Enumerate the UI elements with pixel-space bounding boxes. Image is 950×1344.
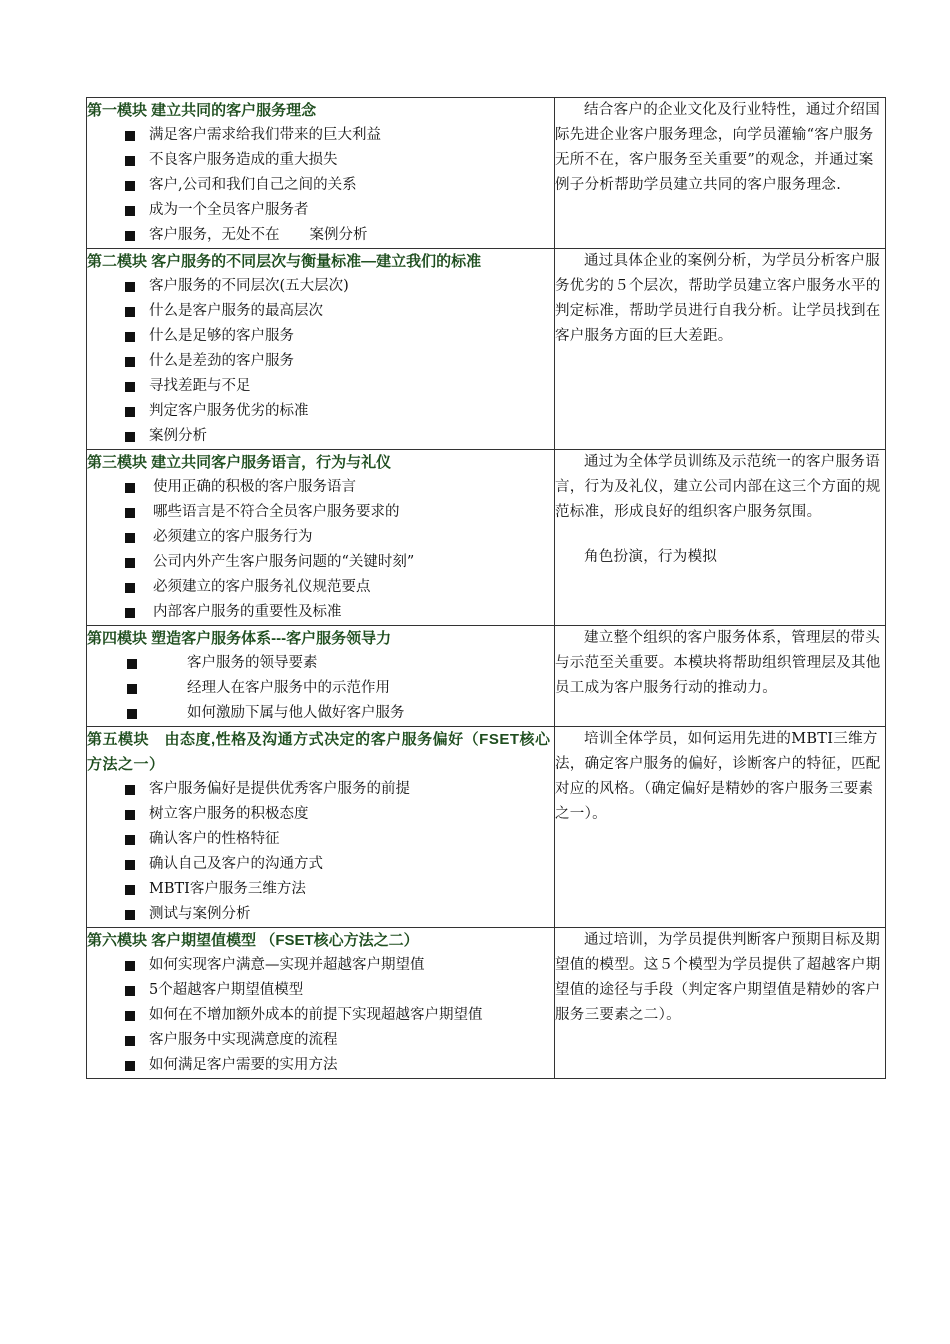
square-bullet-icon [125, 910, 135, 920]
square-bullet-icon [125, 1036, 135, 1046]
module-4-content-cell [87, 626, 555, 727]
square-bullet-icon [125, 231, 135, 241]
module-1-content-cell [87, 98, 555, 249]
list-item [87, 173, 554, 198]
square-bullet-icon [125, 533, 135, 543]
list-item [87, 525, 554, 550]
list-item [87, 575, 554, 600]
square-bullet-icon [125, 860, 135, 870]
square-bullet-icon [125, 835, 135, 845]
list-item [87, 374, 554, 399]
square-bullet-icon [125, 131, 135, 141]
item-text: 什么是差劲的客户服务 [149, 353, 294, 369]
square-bullet-icon [125, 508, 135, 518]
module-1-description: 结合客户的企业文化及行业特性，通过介绍国际先进企业客户服务理念，向学员灌输“客户服务无所不在，客户服务至关重要”的观念，并通过案例子分析帮助学员建立共同的客户服务理念. [555, 102, 880, 193]
item-text: 客户服务中实现满意度的流程 [149, 1032, 338, 1048]
list-item [87, 1053, 554, 1078]
module-row-4 [87, 626, 886, 727]
module-2-content-cell [87, 249, 555, 450]
module-1-item-list [87, 123, 554, 248]
list-item [87, 701, 554, 726]
module-2-title: 第二模块 客户服务的不同层次与衡量标准—建立我们的标准 [87, 253, 482, 270]
course-modules-table [86, 97, 886, 1079]
square-bullet-icon [125, 583, 135, 593]
item-text: 客户服务的不同层次(五大层次) [149, 278, 349, 294]
item-text: 5个超越客户期望值模型 [149, 982, 304, 998]
list-item [87, 324, 554, 349]
item-text: 测试与案例分析 [149, 906, 251, 922]
module-3-description-extra: 角色扮演，行为模拟 [584, 549, 718, 565]
square-bullet-icon [125, 1061, 135, 1071]
module-4-description: 建立整个组织的客户服务体系，管理层的带头与示范至关重要。本模块将帮助组织管理层及其他员工成为客户服务行动的推动力。 [555, 630, 881, 696]
module-2-item-list [87, 274, 554, 449]
item-text: 不良客户服务造成的重大损失 [149, 152, 338, 168]
module-5-title: 第五模块 由态度,性格及沟通方式决定的客户服务偏好（FSET核心方法之一） [87, 731, 551, 773]
module-6-item-list [87, 953, 554, 1078]
list-item [87, 123, 554, 148]
square-bullet-icon [125, 282, 135, 292]
item-text: 公司内外产生客户服务问题的“关键时刻” [153, 554, 415, 570]
module-5-content-cell [87, 727, 555, 928]
list-item [87, 399, 554, 424]
square-bullet-icon [125, 1011, 135, 1021]
list-item [87, 600, 554, 625]
square-bullet-icon [125, 156, 135, 166]
item-text: MBTI客户服务三维方法 [149, 881, 306, 897]
module-4-description-cell [555, 626, 886, 727]
list-item [87, 953, 554, 978]
module-5-description: 培训全体学员，如何运用先进的MBTI三维方法，确定客户服务的偏好，诊断客户的特征，匹配对应的风格。（确定偏好是精妙的客户服务三要素之一）。 [555, 731, 881, 822]
item-suffix-text: 案例分析 [309, 227, 368, 243]
square-bullet-icon [125, 483, 135, 493]
square-bullet-icon [127, 709, 137, 719]
item-text: 必须建立的客户服务礼仪规范要点 [153, 579, 371, 595]
list-item [87, 349, 554, 374]
square-bullet-icon [125, 785, 135, 795]
square-bullet-icon [125, 432, 135, 442]
list-item [87, 299, 554, 324]
list-item [87, 777, 554, 802]
list-item [87, 902, 554, 927]
square-bullet-icon [125, 407, 135, 417]
item-text: 如何激励下属与他人做好客户服务 [187, 705, 405, 721]
square-bullet-icon [125, 206, 135, 216]
square-bullet-icon [125, 181, 135, 191]
square-bullet-icon [125, 961, 135, 971]
item-text: 内部客户服务的重要性及标准 [153, 604, 342, 620]
module-1-title: 第一模块 建立共同的客户服务理念 [87, 102, 317, 119]
item-text: 必须建立的客户服务行为 [153, 529, 313, 545]
item-text: 如何在不增加额外成本的前提下实现超越客户期望值 [149, 1007, 483, 1023]
module-6-description-cell [555, 928, 886, 1079]
module-3-description: 通过为全体学员训练及示范统一的客户服务语言，行为及礼仪，建立公司内部在这三个方面的规范标准，形成良好的组织客户服务氛围。 [555, 454, 881, 520]
module-4-item-list [87, 651, 554, 726]
item-text: 判定客户服务优劣的标准 [149, 403, 309, 419]
item-text: 成为一个全员客户服务者 [149, 202, 309, 218]
item-text: 使用正确的积极的客户服务语言 [153, 479, 356, 495]
module-3-item-list [87, 475, 554, 625]
item-text: 满足客户需求给我们带来的巨大利益 [149, 127, 381, 143]
module-row-5 [87, 727, 886, 928]
list-item [87, 676, 554, 701]
item-text: 什么是足够的客户服务 [149, 328, 294, 344]
square-bullet-icon [125, 986, 135, 996]
item-text: 确认自己及客户的沟通方式 [149, 856, 323, 872]
list-item [87, 500, 554, 525]
item-text: 什么是客户服务的最高层次 [149, 303, 323, 319]
list-item [87, 148, 554, 173]
square-bullet-icon [125, 357, 135, 367]
square-bullet-icon [125, 332, 135, 342]
module-row-3 [87, 450, 886, 626]
item-text: 案例分析 [149, 428, 207, 444]
list-item [87, 424, 554, 449]
square-bullet-icon [125, 382, 135, 392]
list-item [87, 877, 554, 902]
square-bullet-icon [125, 885, 135, 895]
list-item [87, 802, 554, 827]
item-text: 确认客户的性格特征 [149, 831, 280, 847]
module-3-title: 第三模块 建立共同客户服务语言，行为与礼仪 [87, 454, 392, 471]
module-6-content-cell [87, 928, 555, 1079]
module-5-item-list [87, 777, 554, 927]
module-2-description: 通过具体企业的案例分析，为学员分析客户服务优劣的５个层次，帮助学员建立客户服务水平的判定标准，帮助学员进行自我分析。让学员找到在客户服务方面的巨大差距。 [555, 253, 881, 344]
item-text: 客户,公司和我们自己之间的关系 [149, 177, 357, 193]
module-6-description: 通过培训，为学员提供判断客户预期目标及期望值的模型。这５个模型为学员提供了超越客户期望值的途径与手段（判定客户期望值是精妙的客户服务三要素之二）。 [555, 932, 881, 1023]
square-bullet-icon [125, 307, 135, 317]
item-text: 经理人在客户服务中的示范作用 [187, 680, 390, 696]
square-bullet-icon [125, 810, 135, 820]
list-item [87, 1003, 554, 1028]
module-4-title: 第四模块 塑造客户服务体系---客户服务领导力 [87, 630, 392, 647]
list-item [87, 651, 554, 676]
list-item [87, 1028, 554, 1053]
item-text: 寻找差距与不足 [149, 378, 251, 394]
list-item [87, 852, 554, 877]
item-text: 哪些语言是不符合全员客户服务要求的 [153, 504, 400, 520]
item-text: 客户服务，无处不在 [149, 227, 280, 243]
module-6-title: 第六模块 客户期望值模型 （FSET核心方法之二） [87, 932, 419, 949]
module-row-6 [87, 928, 886, 1079]
module-3-description-cell [555, 450, 886, 626]
square-bullet-icon [125, 608, 135, 618]
item-text: 客户服务的领导要素 [187, 655, 318, 671]
list-item [87, 274, 554, 299]
list-item [87, 223, 554, 248]
list-item [87, 198, 554, 223]
module-3-content-cell [87, 450, 555, 626]
item-text: 客户服务偏好是提供优秀客户服务的前提 [149, 781, 410, 797]
list-item [87, 550, 554, 575]
module-5-description-cell [555, 727, 886, 928]
square-bullet-icon [127, 659, 137, 669]
module-2-description-cell [555, 249, 886, 450]
module-1-description-cell [555, 98, 886, 249]
item-text: 树立客户服务的积极态度 [149, 806, 309, 822]
list-item [87, 827, 554, 852]
item-text: 如何实现客户满意—实现并超越客户期望值 [149, 957, 425, 973]
list-item [87, 978, 554, 1003]
module-row-1 [87, 98, 886, 249]
square-bullet-icon [127, 684, 137, 694]
module-row-2 [87, 249, 886, 450]
square-bullet-icon [125, 558, 135, 568]
item-text: 如何满足客户需要的实用方法 [149, 1057, 338, 1073]
list-item [87, 475, 554, 500]
